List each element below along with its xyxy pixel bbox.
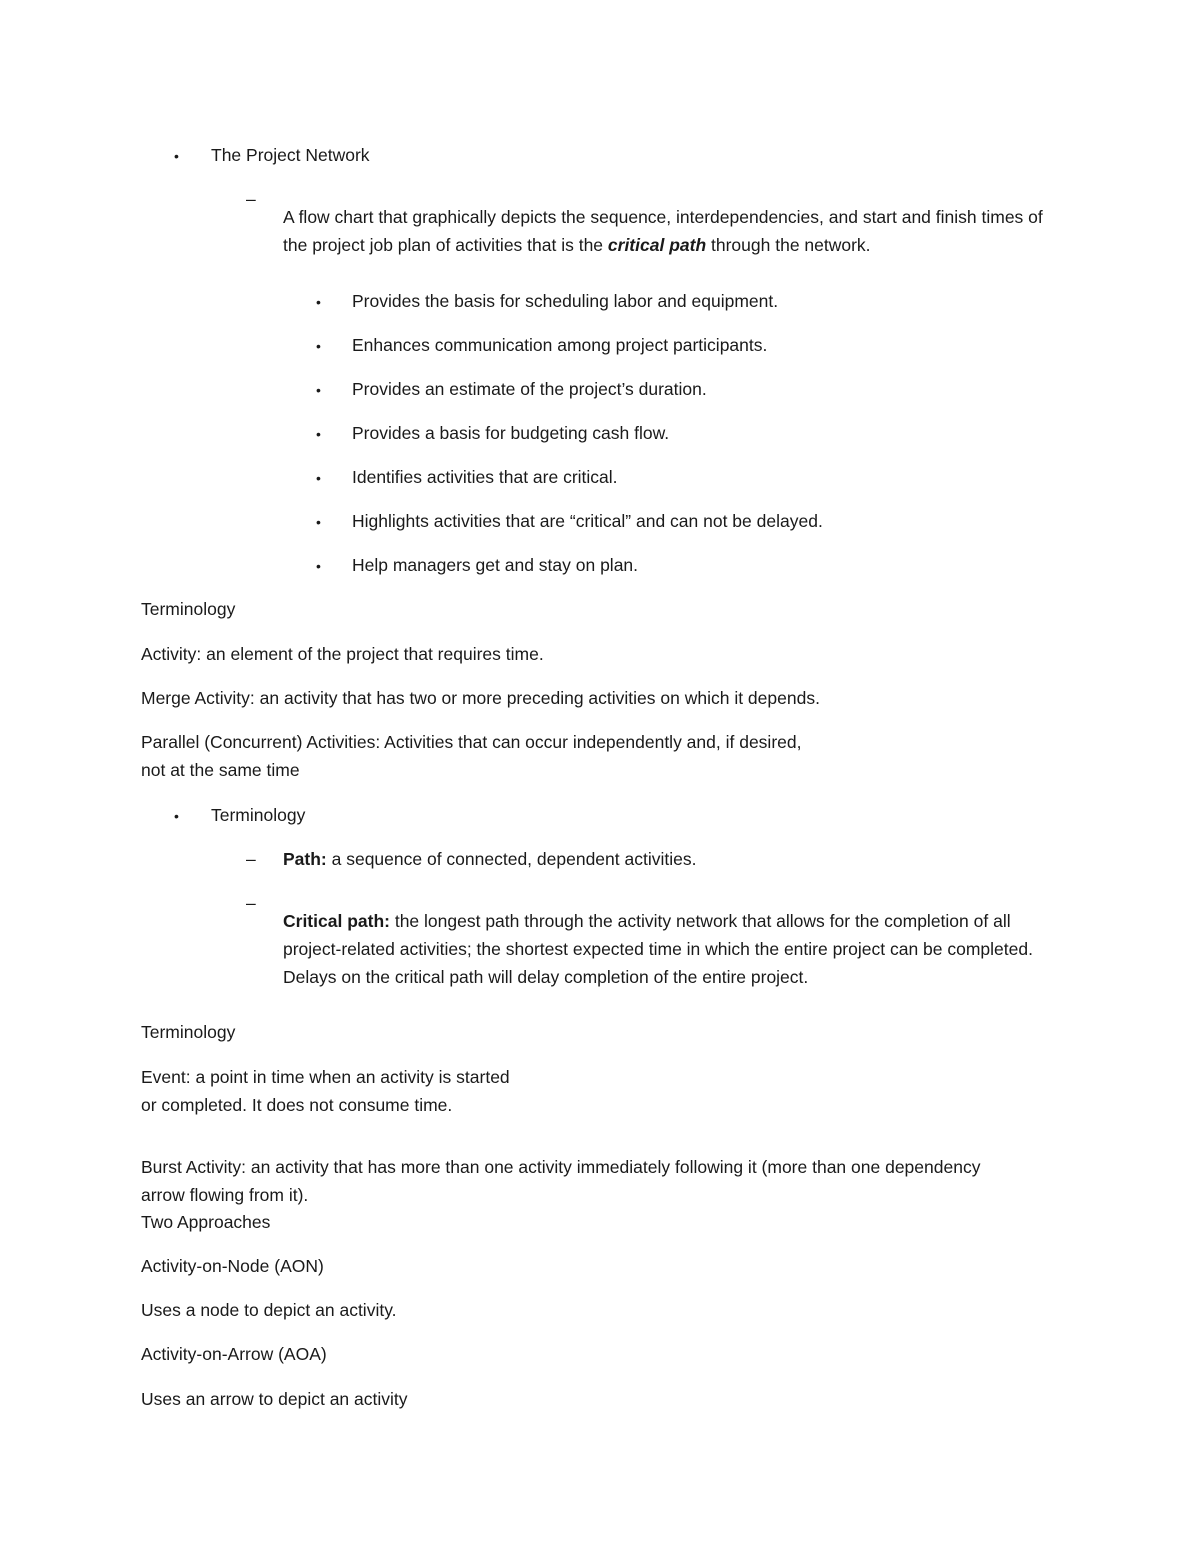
activity-definition: Activity: an element of the project that requires time. xyxy=(141,644,544,664)
list-item: Help managers get and stay on plan. xyxy=(352,555,639,575)
critical-path-definition xyxy=(283,907,1053,991)
path-term: Path: xyxy=(283,849,327,869)
bullet-icon: • xyxy=(316,514,321,530)
network-definition xyxy=(283,203,1043,259)
critical-path-term: Critical path: xyxy=(283,910,390,931)
dash-icon: – xyxy=(246,849,256,869)
critical-path-def: the longest path through the activity network that allows for the completion of all project-related activities; the shortest expected time in which the entire project can be completed. Delays on the critical path will delay completion of the entire project. xyxy=(283,910,1033,987)
bullet-icon: • xyxy=(316,470,321,486)
path-def: a sequence of connected, dependent activities. xyxy=(326,849,697,869)
aon-description: Uses a node to depict an activity. xyxy=(141,1300,397,1320)
terminology-heading: Terminology xyxy=(141,599,236,619)
bullet-icon: • xyxy=(174,148,179,164)
list-item: Identifies activities that are critical. xyxy=(352,467,618,487)
definition-emphasis: critical path xyxy=(607,234,707,255)
list-item: Highlights activities that are “critical” and can not be delayed. xyxy=(352,511,823,531)
event-definition-cont: or completed. It does not consume time. xyxy=(141,1095,453,1115)
section-heading: The Project Network xyxy=(211,145,370,165)
list-item: Enhances communication among project participants. xyxy=(352,335,768,355)
approaches-heading: Two Approaches xyxy=(141,1212,271,1232)
bullet-icon: • xyxy=(174,808,179,824)
bullet-icon: • xyxy=(316,338,321,354)
aoa-description: Uses an arrow to depict an activity xyxy=(141,1389,408,1409)
definition-text-end: through the network. xyxy=(706,234,871,255)
terminology-heading: Terminology xyxy=(141,1022,236,1042)
dash-icon: – xyxy=(246,189,256,209)
bullet-icon: • xyxy=(316,382,321,398)
burst-activity-definition: Burst Activity: an activity that has more than one activity immediately following it (more than one dependency arrow flowing from it). xyxy=(141,1156,981,1205)
path-definition xyxy=(283,845,696,873)
terminology-heading: Terminology xyxy=(211,805,306,825)
list-item: Provides the basis for scheduling labor and equipment. xyxy=(352,291,779,311)
bullet-icon: • xyxy=(316,558,321,574)
parallel-activities-definition-cont: not at the same time xyxy=(141,760,300,780)
event-definition: Event: a point in time when an activity is started xyxy=(141,1067,510,1087)
parallel-activities-definition: Parallel (Concurrent) Activities: Activities that can occur independently and, if desired, xyxy=(141,732,802,752)
list-item: Provides a basis for budgeting cash flow. xyxy=(352,423,670,443)
list-item: Provides an estimate of the project’s duration. xyxy=(352,379,707,399)
bullet-icon: • xyxy=(316,426,321,442)
dash-icon: – xyxy=(246,893,256,913)
aon-title: Activity-on-Node (AON) xyxy=(141,1256,324,1276)
aoa-title: Activity-on-Arrow (AOA) xyxy=(141,1344,327,1364)
merge-activity-definition: Merge Activity: an activity that has two or more preceding activities on which it depends. xyxy=(141,688,820,708)
definition-text: A flow chart that graphically depicts the sequence, interdependencies, and start and finish times of the project job plan of activities that is the xyxy=(283,206,1043,255)
bullet-icon: • xyxy=(316,294,321,310)
